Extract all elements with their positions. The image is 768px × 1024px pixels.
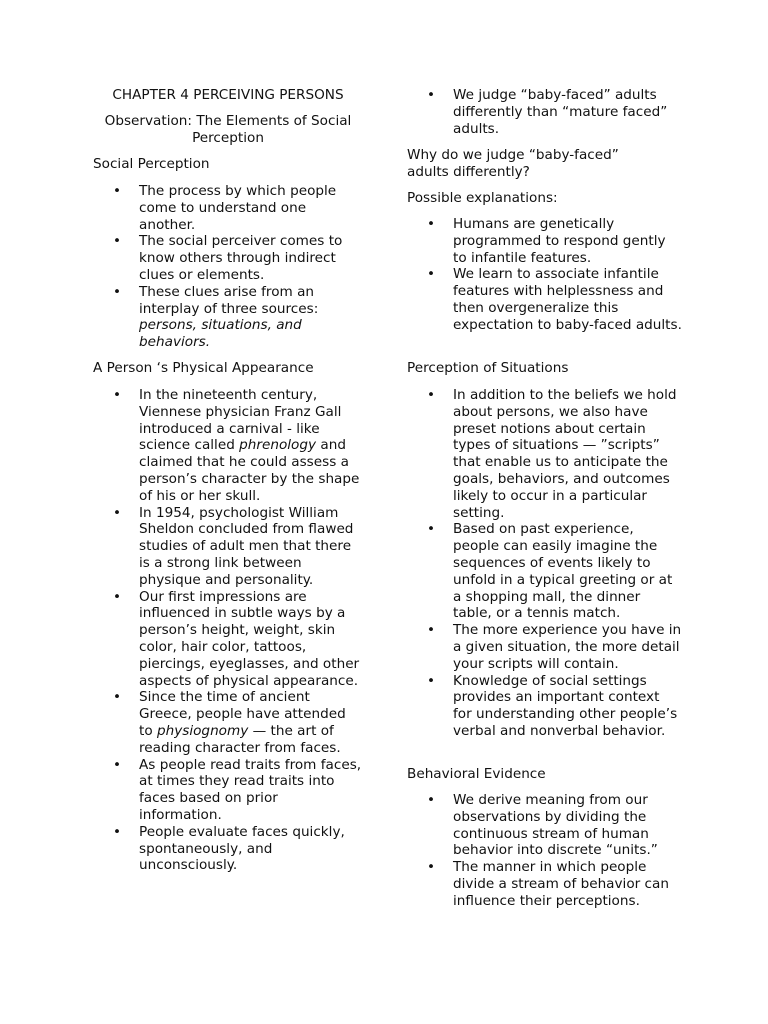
emphasis-text: physiognomy (156, 722, 249, 739)
list-item: • Knowledge of social settings provides an important context for understanding other people’s verbal and nonverbal behavior. (427, 672, 678, 739)
chapter-subtitle: Observation: The Elements of Social Perception (104, 113, 352, 146)
behavioral-list (407, 792, 682, 910)
section-heading-explanations: Possible explanations: (407, 190, 558, 206)
list-item: • We derive meaning from our observations by dividing the continuous stream of human behavior into discrete “units.” (427, 792, 658, 859)
bullet-icon: • (113, 689, 122, 706)
list-item: • People evaluate faces quickly, spontaneously, and unconsciously. (113, 823, 345, 874)
list-item: • Since the time of ancient Greece, people have attended to physiognomy — the art of reading character from faces. (113, 689, 346, 756)
bullet-icon: • (113, 823, 122, 840)
bullet-icon: • (427, 387, 436, 403)
question-text: Why do we judge “baby-faced” adults differently? (407, 147, 619, 180)
bullet-icon: • (113, 756, 122, 773)
bullet-icon: • (113, 387, 122, 403)
bullet-icon: • (427, 216, 436, 232)
list-item: • We learn to associate infantile features with helplessness and then overgeneralize this expectation to baby-faced adults. (427, 266, 682, 333)
bullet-icon: • (427, 87, 436, 103)
explanations-list (407, 216, 682, 334)
list-item: • The process by which people come to understand one another. (113, 183, 337, 233)
bullet-icon: • (427, 521, 436, 538)
section-heading-social-perception: Social Perception (93, 156, 210, 172)
bullet-icon: • (427, 266, 436, 283)
bullet-icon: • (113, 283, 122, 300)
list-item: • Our first impressions are influenced in subtle ways by a person’s height, weight, skin color, hair color, tattoos, piercings, eyeglasses, and other aspects of physical appearance. (113, 588, 360, 689)
situations-list (407, 387, 682, 740)
list-item: • Humans are genetically programmed to respond gently to infantile features. (427, 216, 666, 266)
emphasis-text: persons, situations, and behaviors. (139, 317, 302, 351)
section-heading-physical-appearance: A Person ‘s Physical Appearance (93, 360, 314, 376)
bullet-icon: • (113, 233, 122, 250)
list-item: • We judge “baby-faced” adults differently than “mature faced” adults. (427, 87, 668, 137)
baby-face-list (407, 87, 682, 137)
list-item: • In 1954, psychologist William Sheldon concluded from flawed studies of adult men that there is a strong link between physique and personality. (113, 504, 354, 588)
social-perception-list (93, 183, 363, 351)
list-item: • The social perceiver comes to know others through indirect clues or elements. (113, 233, 343, 283)
physical-appearance-list (93, 387, 363, 874)
bullet-icon: • (113, 183, 122, 199)
list-item: • As people read traits from faces, at times they read traits into faces based on prior information. (113, 756, 362, 823)
bullet-icon: • (427, 622, 436, 639)
bullet-icon: • (113, 504, 122, 521)
bullet-icon: • (427, 859, 436, 876)
list-item: • The manner in which people divide a stream of behavior can influence their perceptions. (427, 859, 669, 909)
section-heading-situations: Perception of Situations (407, 360, 569, 376)
list-item: • The more experience you have in a given situation, the more detail your scripts will contain. (427, 622, 682, 672)
bullet-icon: • (427, 672, 436, 689)
section-heading-behavioral: Behavioral Evidence (407, 766, 546, 782)
emphasis-text: phrenology (239, 437, 317, 454)
bullet-icon: • (427, 792, 436, 808)
bullet-icon: • (113, 588, 122, 605)
list-item: • Based on past experience, people can easily imagine the sequences of events likely to unfold in a typical greeting or at a shopping mall, the dinner table, or a tennis match. (427, 521, 673, 622)
list-item: • In the nineteenth century, Viennese physician Franz Gall introduced a carnival - like science called phrenology and claimed that he could assess a person’s character by the shape of his or her skull. (113, 387, 360, 504)
list-item: • In addition to the beliefs we hold about persons, we also have preset notions about certain types of situations — ”scripts” that enable us to anticipate the goals, behaviors, and outcomes likely to occur in a particular setting. (427, 387, 677, 521)
chapter-title: CHAPTER 4 PERCEIVING PERSONS (112, 87, 344, 103)
list-item: • These clues arise from an interplay of three sources: persons, situations, and behaviors. (113, 283, 319, 351)
